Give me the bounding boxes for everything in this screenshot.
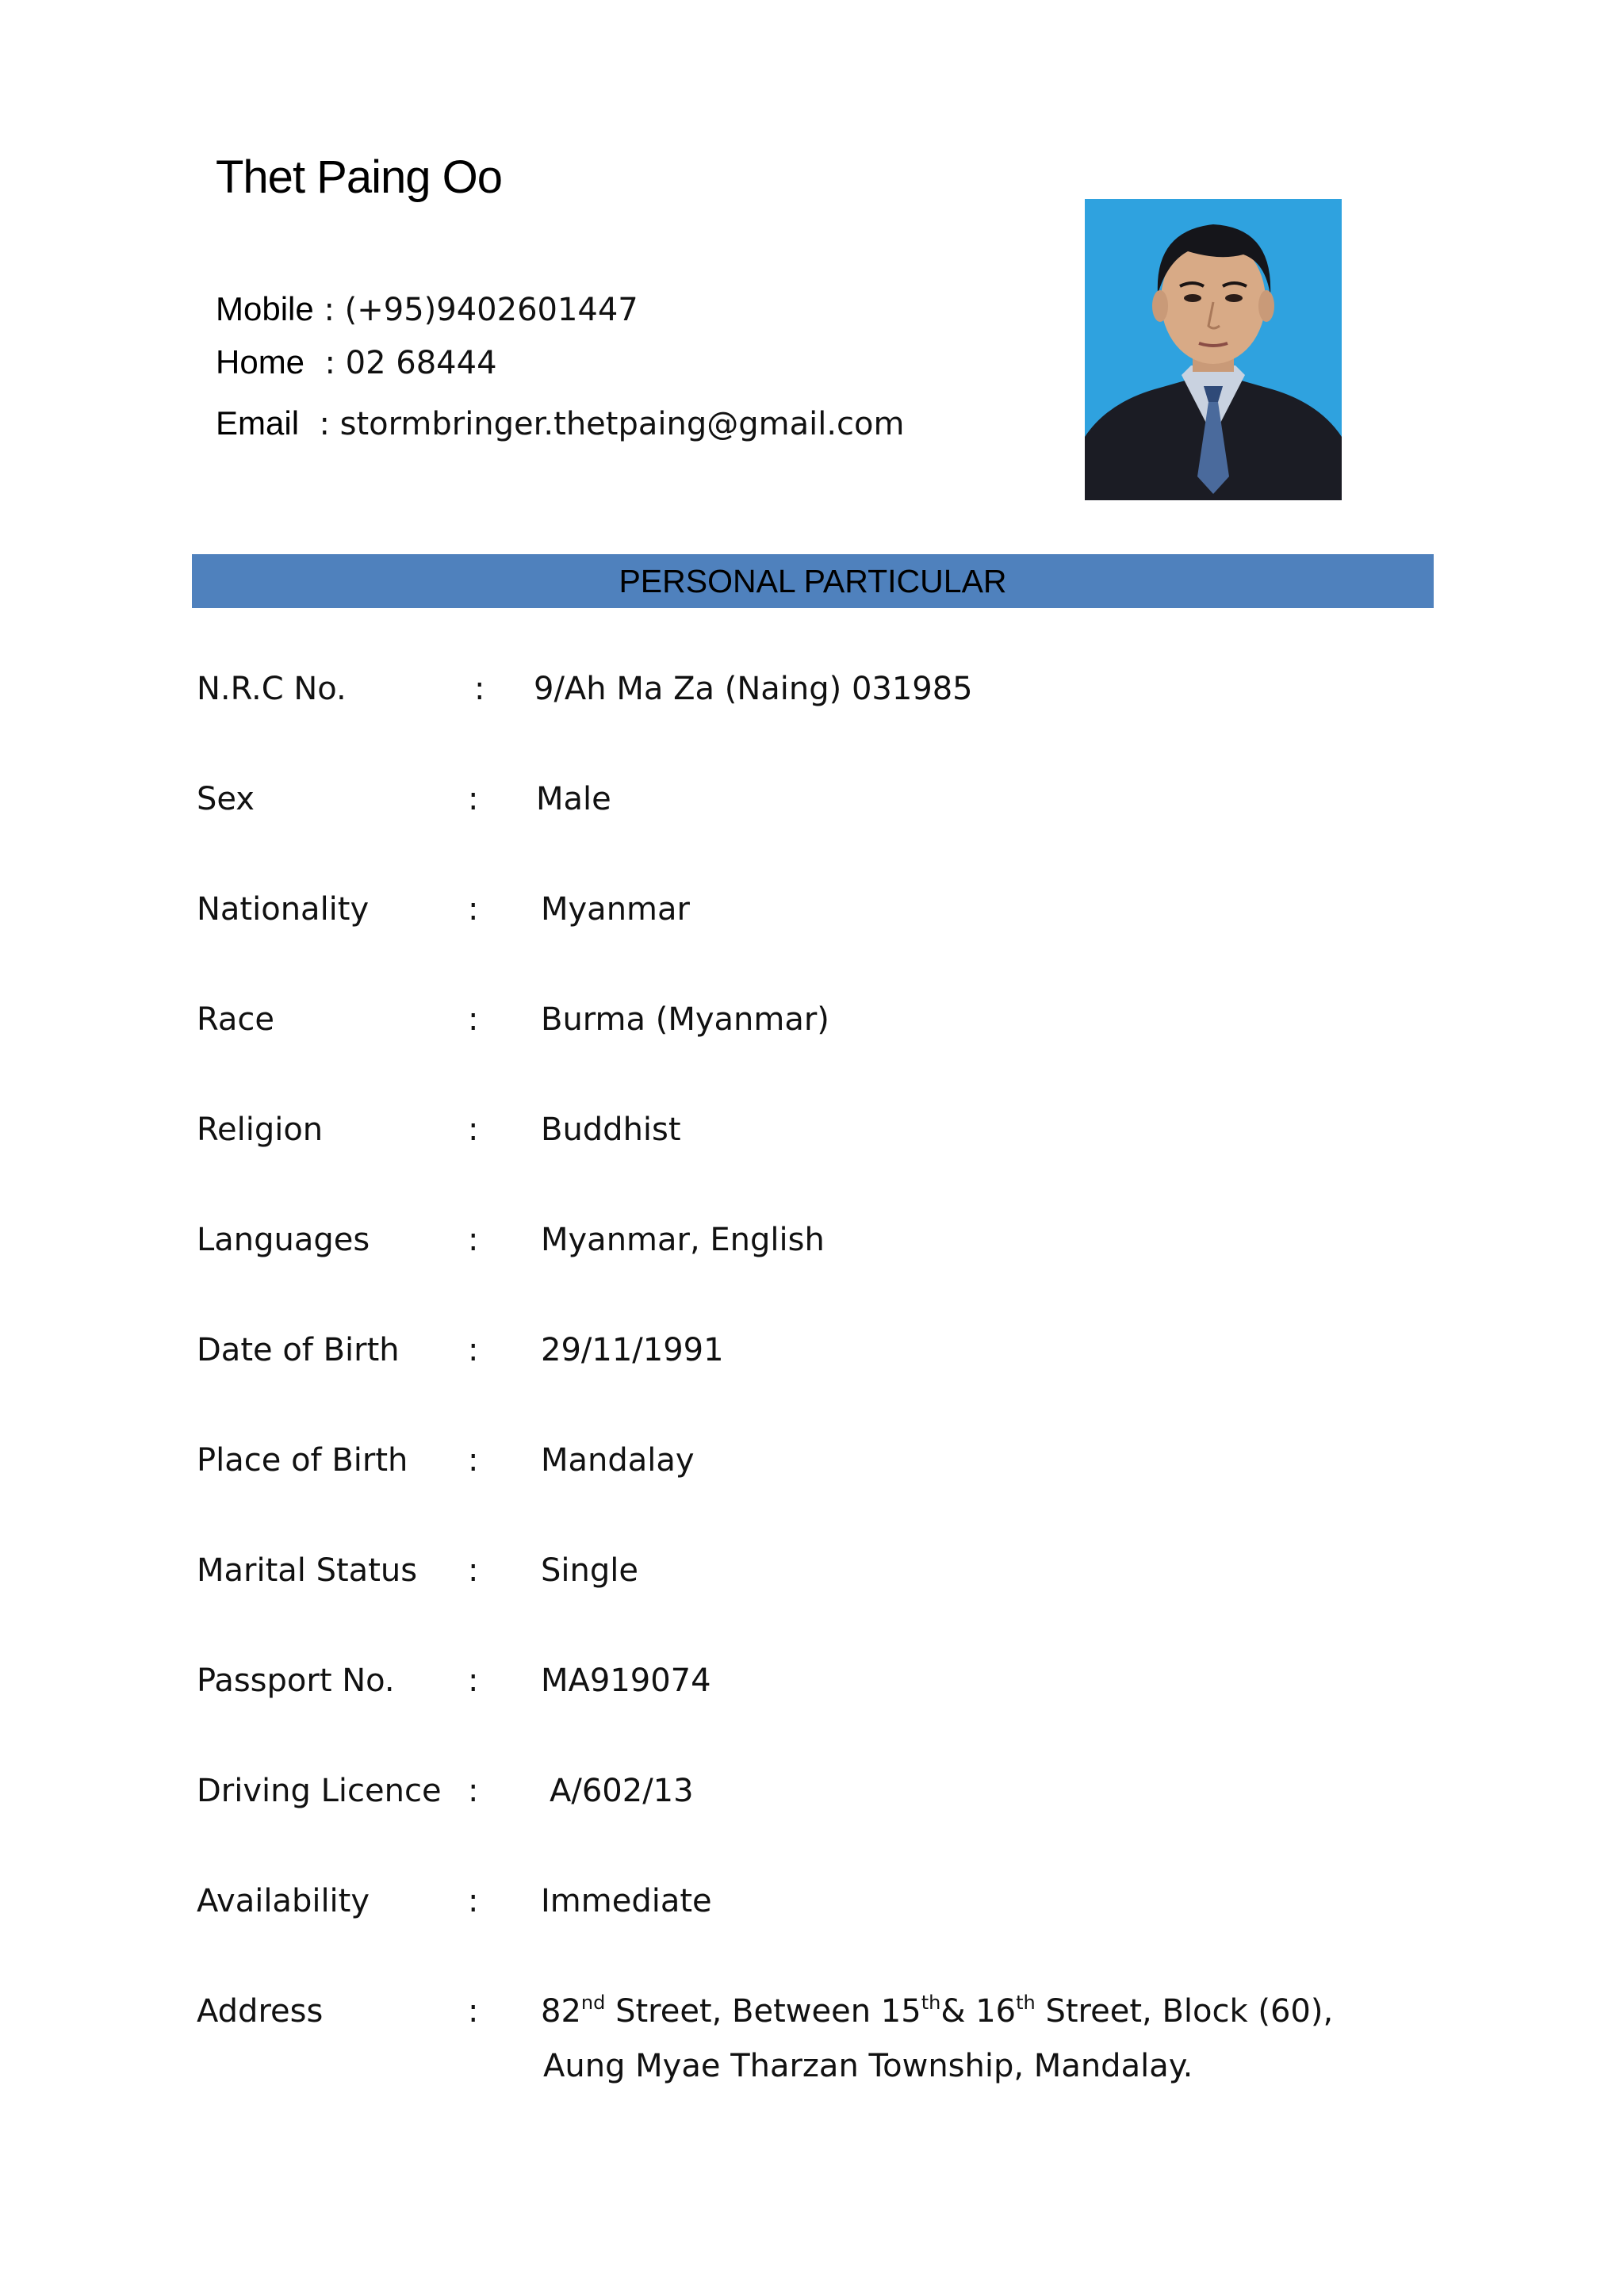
field-label-race: Race <box>197 1001 275 1038</box>
profile-photo <box>1085 199 1342 500</box>
field-colon: : <box>468 1332 479 1368</box>
candidate-name: Thet Paing Oo <box>216 151 502 203</box>
field-value-driving-licence: A/602/13 <box>550 1773 694 1809</box>
field-colon: : <box>468 781 479 817</box>
field-label-sex: Sex <box>197 781 255 817</box>
field-value-nationality: Myanmar <box>541 891 690 928</box>
field-colon: : <box>468 1663 479 1699</box>
field-label-availability: Availability <box>197 1883 370 1919</box>
field-label-nrc: N.R.C No. <box>197 671 347 707</box>
field-value-race: Burma (Myanmar) <box>541 1001 829 1038</box>
field-value-place-of-birth: Mandalay <box>541 1442 695 1479</box>
field-label-passport-no: Passport No. <box>197 1663 395 1699</box>
home-value: 02 68444 <box>345 345 497 381</box>
field-label-address: Address <box>197 1993 324 2030</box>
field-colon: : <box>468 1993 479 2030</box>
address-superscript: nd <box>580 1992 606 2014</box>
field-colon: : <box>468 1112 479 1148</box>
field-colon: : <box>468 1773 479 1809</box>
field-value-date-of-birth: 29/11/1991 <box>541 1332 724 1368</box>
field-label-nationality: Nationality <box>197 891 370 928</box>
email-value: stormbringer.thetpaing@gmail.com <box>339 406 905 442</box>
field-label-religion: Religion <box>197 1112 324 1148</box>
address-part: 82 <box>541 1993 581 2030</box>
field-value-languages: Myanmar, English <box>541 1222 825 1258</box>
home-separator: : <box>304 345 346 381</box>
field-label-driving-licence: Driving Licence <box>197 1773 442 1809</box>
field-value-passport-no: MA919074 <box>541 1663 711 1699</box>
address-part: Street, Between 15 <box>605 1993 921 2030</box>
home-row <box>216 343 497 382</box>
field-value-availability: Immediate <box>541 1883 712 1919</box>
address-part: & 16 <box>940 1993 1017 2030</box>
mobile-value: (+95)9402601447 <box>344 292 638 328</box>
field-value-nrc: 9/Ah Ma Za (Naing) 031985 <box>534 671 973 707</box>
email-label: Email <box>216 404 300 442</box>
field-colon: : <box>468 1552 479 1589</box>
email-row <box>216 404 904 443</box>
field-colon: : <box>468 1001 479 1038</box>
address-part: Street, Block (60), <box>1035 1993 1334 2030</box>
field-value-marital-status: Single <box>541 1552 638 1589</box>
section-header-personal-particular: PERSONAL PARTICULAR <box>192 554 1434 608</box>
field-colon: : <box>474 671 485 707</box>
field-value-address-line2: Aung Myae Tharzan Township, Mandalay. <box>543 2048 1193 2084</box>
email-separator: : <box>299 406 340 442</box>
field-label-marital-status: Marital Status <box>197 1552 418 1589</box>
field-colon: : <box>468 1442 479 1479</box>
mobile-label: Mobile <box>216 290 314 327</box>
field-colon: : <box>468 1222 479 1258</box>
mobile-separator: : <box>313 292 345 328</box>
field-colon: : <box>468 1883 479 1919</box>
field-value-religion: Buddhist <box>541 1112 681 1148</box>
field-value-sex: Male <box>536 781 611 817</box>
home-label: Home <box>216 343 305 381</box>
address-superscript: th <box>921 1992 941 2014</box>
field-label-date-of-birth: Date of Birth <box>197 1332 400 1368</box>
field-colon: : <box>468 891 479 928</box>
field-label-languages: Languages <box>197 1222 370 1258</box>
field-value-address-line1 <box>541 1992 1333 2030</box>
mobile-row <box>216 290 638 329</box>
address-superscript: th <box>1016 1992 1036 2014</box>
field-label-place-of-birth: Place of Birth <box>197 1442 408 1479</box>
